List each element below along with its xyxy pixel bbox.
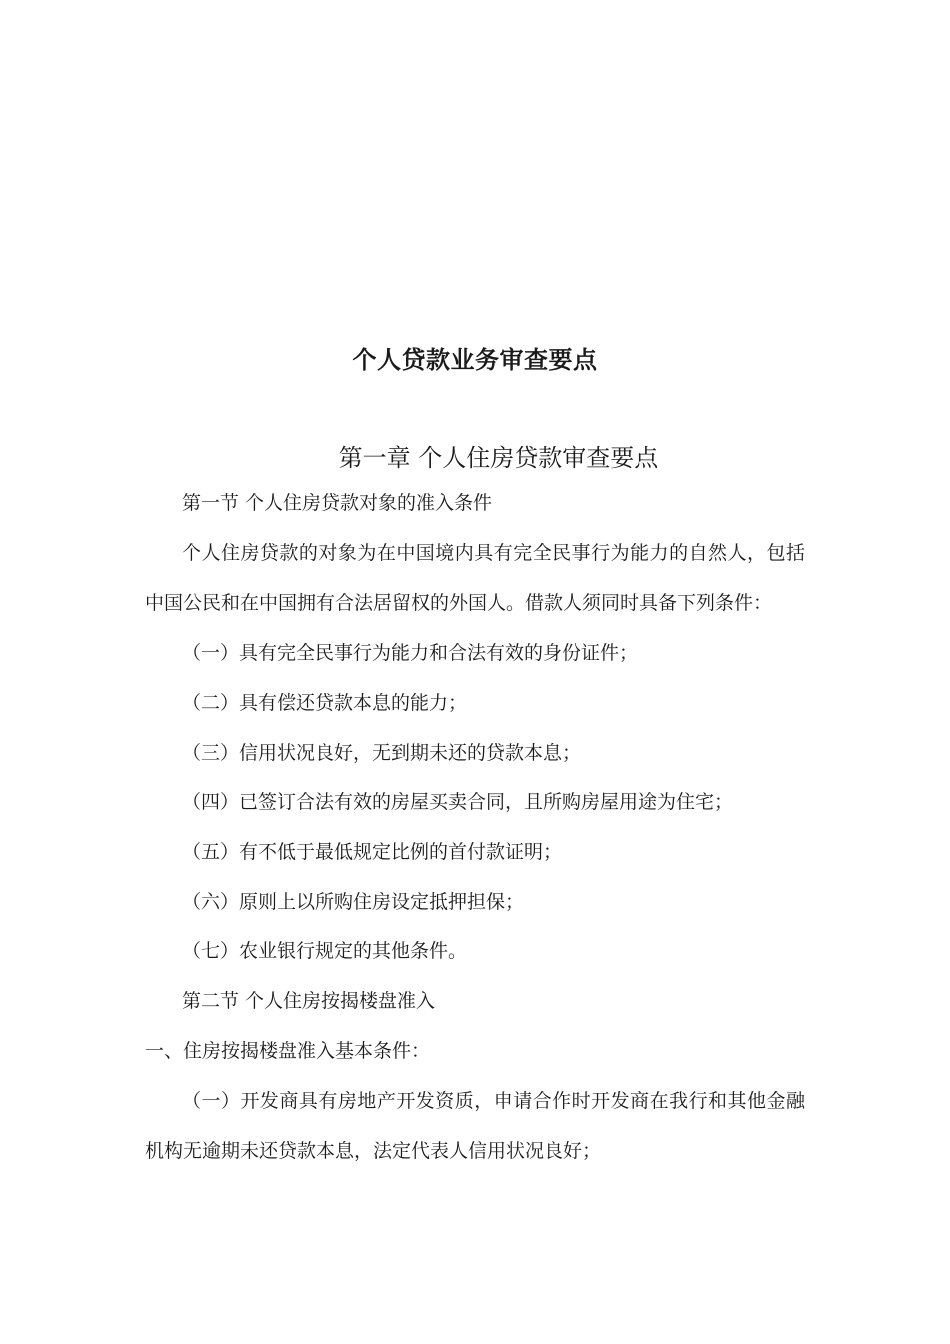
document-title: 个人贷款业务审查要点 [352,346,598,374]
condition-item: （六）原则上以所购住房设定抵押担保； [182,891,525,913]
condition-item: （七）农业银行规定的其他条件。 [182,940,468,962]
condition-item: （五）有不低于最低规定比例的首付款证明； [182,841,563,863]
section-heading-2: 第二节 个人住房按揭楼盘准入 [182,990,436,1012]
paragraph-line: 机构无逾期未还贷款本息，法定代表人信用状况良好； [145,1140,602,1162]
paragraph-line: （一）开发商具有房地产开发资质，申请合作时开发商在我行和其他金融 [182,1090,805,1112]
paragraph-line: 中国公民和在中国拥有合法居留权的外国人。借款人须同时具备下列条件： [145,592,773,614]
condition-item: （二）具有偿还贷款本息的能力； [182,692,468,714]
condition-item: （一）具有完全民事行为能力和合法有效的身份证件； [182,642,639,664]
section-heading-1: 第一节 个人住房贷款对象的准入条件 [182,492,493,514]
subheading: 一、住房按揭楼盘准入基本条件： [145,1040,431,1062]
condition-item: （三）信用状况良好，无到期未还的贷款本息； [182,742,582,764]
paragraph-line: 个人住房贷款的对象为在中国境内具有完全民事行为能力的自然人，包括 [182,542,805,564]
condition-item: （四）已签订合法有效的房屋买卖合同，且所购房屋用途为住宅； [182,791,734,813]
chapter-heading: 第一章 个人住房贷款审查要点 [338,444,659,472]
